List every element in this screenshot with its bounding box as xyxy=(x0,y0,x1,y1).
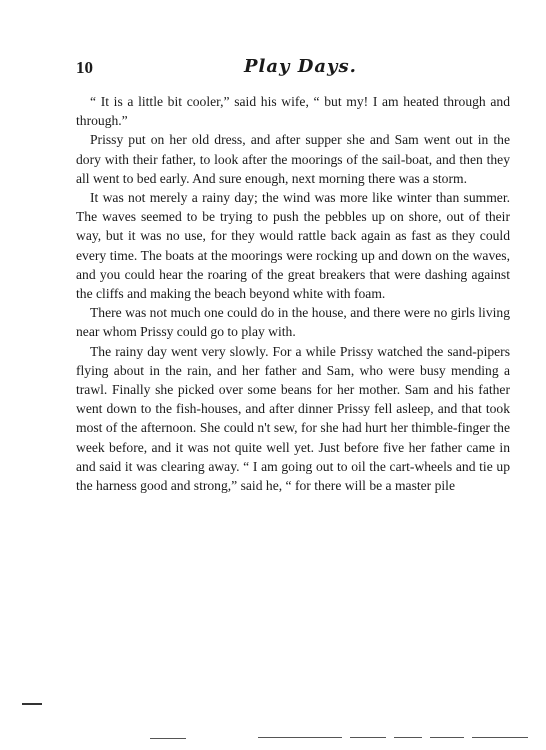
paragraph: It was not merely a rainy day; the wind was more like winter than summer. The waves seemed to be trying to push the pebbles up on shore, out of their way, but it was no use, for they would rattle back again as fast as they could every time. The boats at the moorings were rocking up and down on the waves, and you could hear the roaring of the great breakers that were dashing against the cliffs and making the beach beyond white with foam. xyxy=(76,190,510,302)
footer-rules xyxy=(150,735,540,745)
running-title: Play Days. xyxy=(244,56,357,77)
footer-rule-segment xyxy=(350,737,386,738)
margin-mark xyxy=(22,703,42,705)
paragraph: Prissy put on her old dress, and after supper she and Sam went out in the dory with their father, to look after the moorings of the sail-boat, and then they all went to bed early. And sure enough, next morning there was a storm. xyxy=(76,132,510,186)
footer-rule-segment xyxy=(430,737,464,738)
paragraph: “ It is a little bit cooler,” said his wife, “ but my! I am heated through and through.” xyxy=(76,94,510,129)
body-text xyxy=(76,92,510,495)
footer-rule-segment xyxy=(472,737,528,738)
page-number: 10 xyxy=(76,58,93,77)
paragraph: There was not much one could do in the house, and there were no girls living near whom Prissy could go to play with. xyxy=(76,305,510,340)
footer-rule-segment xyxy=(258,737,342,738)
paragraph: The rainy day went very slowly. For a while Prissy watched the sand-pipers flying about in the rain, and her father and Sam, who were busy mending a trawl. Finally she picked over some beans for her mother. Sam and his father went down to the fish-houses, and after dinner Prissy fell asleep, and that took most of the afternoon. She could n't sew, for she had hurt her thimble-finger the week before, and it was not quite well yet. Just before five her father came in and said it was clearing away. “ I am going out to oil the cart-wheels and tie up the harness good and strong,” said he, “ for there will be a master pile xyxy=(76,343,510,494)
footer-rule-segment xyxy=(150,738,186,739)
running-head xyxy=(76,58,510,84)
footer-rule-segment xyxy=(394,737,422,738)
